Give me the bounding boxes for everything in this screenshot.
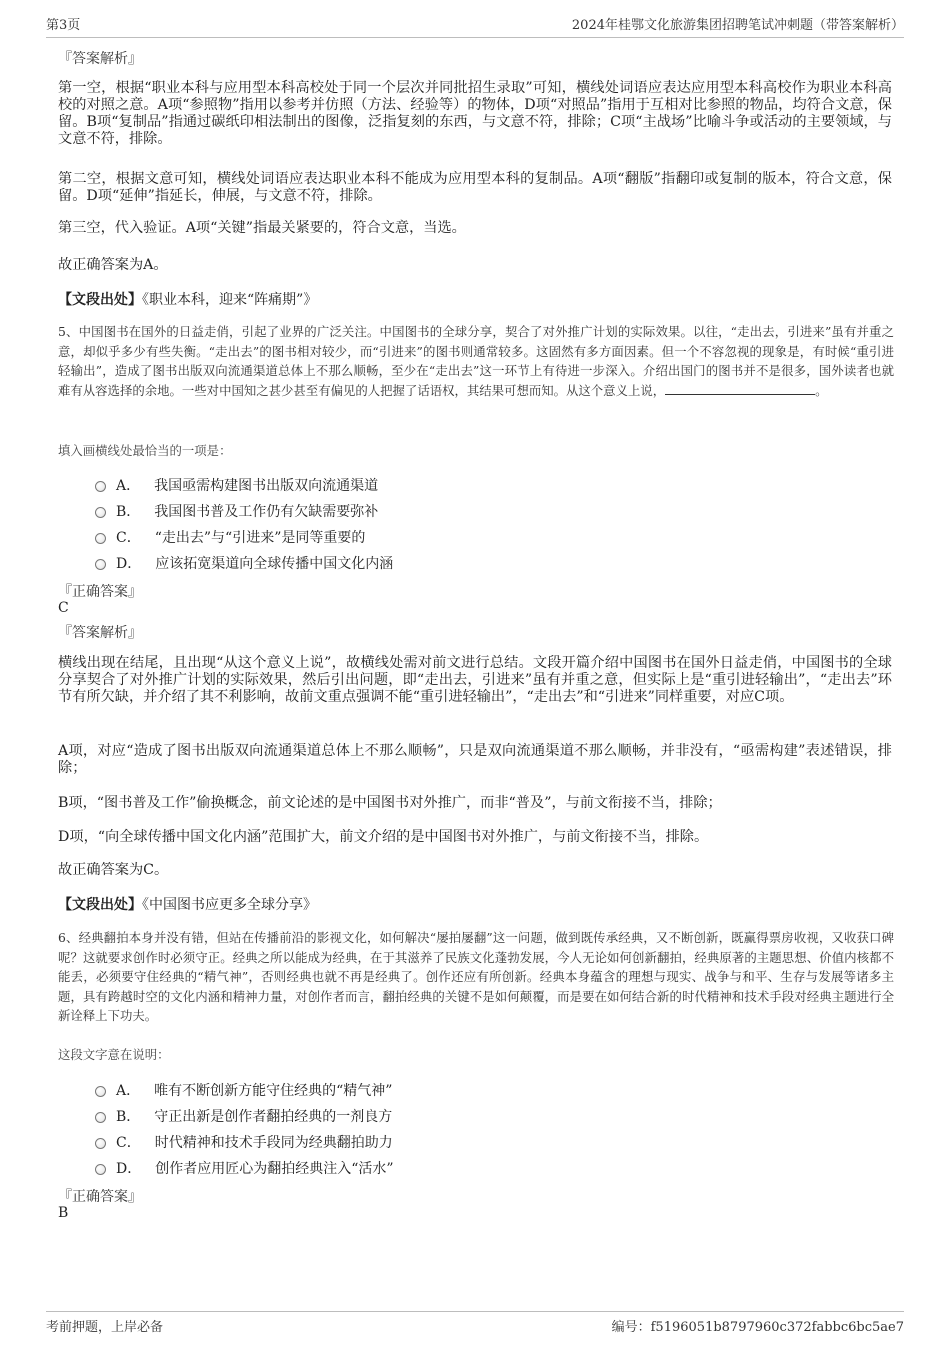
option-letter: B．	[116, 504, 141, 520]
option-letter: C．	[116, 530, 141, 546]
option-text: 守正出新是创作者翻拍经典的一剂良方	[154, 1109, 393, 1125]
option-letter: A．	[116, 1083, 141, 1099]
option-letter: D．	[116, 1161, 142, 1177]
option-d[interactable]	[95, 553, 393, 573]
option-c[interactable]	[95, 527, 365, 547]
option-text: 创作者应用匠心为翻拍经典注入“活水”	[155, 1161, 394, 1177]
radio-icon[interactable]	[95, 1086, 106, 1097]
radio-icon[interactable]	[95, 1164, 106, 1175]
analysis-paragraph-1: 第一空，根据“职业本科与应用型本科高校处于同一个层次并同批招生录取”可知，横线处词语应表达应用型本科高校作为职业本科高校的对照之意。A项“参照物”指用以参考并仿照（方法、经验等）的物体，D项“对照品”指用于互相对比参照的物品，均符合文意，保留。B项“复制品”指通过碳纸印相法制出的图像，泛指复刻的东西，与文意不符，排除；C项“主战场”比喻斗争或活动的主要领域，与文意不符，排除。	[58, 80, 892, 147]
option-letter: A．	[116, 478, 141, 494]
source-title: 《职业本科，迎来“阵痛期”》	[142, 292, 318, 308]
analysis-conclusion: 故正确答案为C。	[58, 862, 169, 878]
option-b[interactable]	[95, 501, 378, 521]
analysis-label: 『答案解析』	[58, 51, 142, 67]
option-text: 我国亟需构建图书出版双向流通渠道	[154, 478, 379, 494]
source-label: 【文段出处】	[58, 292, 142, 308]
option-a[interactable]	[95, 475, 378, 495]
analysis-label: 『答案解析』	[58, 625, 142, 641]
source-label: 【文段出处】	[58, 897, 142, 913]
radio-icon[interactable]	[95, 559, 106, 570]
question-6-text: 6、经典翻拍本身并没有错，但站在传播前沿的影视文化，如何解决“屡拍屡翻”这一问题，做到既传承经典，又不断创新，既赢得票房收视，又收获口碑呢？这就要求创作时必须守正。经典之所以能成为经典，在于其滋养了民族文化蓬勃发展，今人无论如何创新翻拍，经典原著的主题思想、价值内核都不能丢，必须要守住经典的“精气神”，否则经典也就不再是经典了。创作还应有所创新。经典本身蕴含的理想与现实、战争与和平、生存与发展等诸多主题，具有跨越时空的文化内涵和精神力量，对创作者而言，翻拍经典的关键不是如何颠覆，而是要在如何结合新的时代精神和技术手段对经典主题进行全新诠释上下功夫。	[58, 930, 894, 1023]
option-c[interactable]	[95, 1132, 393, 1152]
option-text: 应该拓宽渠道向全球传播中国文化内涵	[155, 556, 394, 572]
page-header	[46, 14, 904, 38]
fill-in-blank	[665, 382, 815, 395]
option-text: 唯有不断创新方能守住经典的“精气神”	[154, 1083, 393, 1099]
analysis-paragraph-4: D项，“向全球传播中国文化内涵”范围扩大，前文介绍的是中国图书对外推广，与前文衔接不当，排除。	[58, 829, 709, 845]
radio-icon[interactable]	[95, 507, 106, 518]
question-5-body: 5、中国图书在国外的日益走俏，引起了业界的广泛关注。中国图书的全球分享，契合了对外推广计划的实际效果。以往，“走出去，引进来”虽有并重之意，却似乎多少有些失衡。“走出去”的图书相对较少，而“引进来”的图书则通常较多。这固然有多方面因素。但一个不容忽视的现象是，有时候“重引进轻输出”，造成了图书出版双向流通渠道总体上不那么顺畅，至少在“走出去”这一环节上有待进一步深入。介绍出国门的图书并不是很多，国外读者也就难有从容选择的余地。一些对中国知之甚少甚至有偏见的人把握了话语权，其结果可想而知。从这个意义上说，	[58, 324, 894, 398]
footer-slogan: 考前押题，上岸必备	[46, 1320, 164, 1335]
option-text: “走出去”与“引进来”是同等重要的	[154, 530, 366, 546]
option-b[interactable]	[95, 1106, 392, 1126]
correct-answer: C	[58, 600, 69, 616]
radio-icon[interactable]	[95, 1138, 106, 1149]
source-title: 《中国图书应更多全球分享》	[142, 897, 317, 913]
analysis-paragraph-1: 横线出现在结尾，且出现“从这个意义上说”，故横线处需对前文进行总结。文段开篇介绍中国图书在国外日益走俏，中国图书的全球分享契合了对外推广计划的实际效果，然后引出问题，即“走出去，引进来”虽有并重之意，但实际上是“重引进轻输出”，“走出去”环节有所欠缺，并介绍了其不利影响，故前文重点强调不能“重引进轻输出”，“走出去”和“引进来”同样重要，对应C项。	[58, 655, 892, 705]
radio-icon[interactable]	[95, 1112, 106, 1123]
option-text: 我国图书普及工作仍有欠缺需要弥补	[154, 504, 379, 520]
source-citation	[58, 894, 317, 914]
option-letter: C．	[116, 1135, 141, 1151]
question-6-prompt: 这段文字意在说明：	[58, 1047, 170, 1062]
option-letter: B．	[116, 1109, 141, 1125]
correct-answer: B	[58, 1205, 69, 1221]
question-5-end: 。	[815, 382, 828, 398]
question-5-prompt: 填入画横线处最恰当的一项是：	[58, 443, 232, 458]
radio-icon[interactable]	[95, 533, 106, 544]
option-d[interactable]	[95, 1158, 394, 1178]
option-letter: D．	[116, 556, 142, 572]
option-a[interactable]	[95, 1080, 392, 1100]
document-id: 编号：f5196051b8797960c372fabbc6bc5ae7	[611, 1320, 904, 1335]
analysis-paragraph-3: B项，“图书普及工作”偷换概念，前文论述的是中国图书对外推广，而非“普及”，与前文衔接不当，排除；	[58, 795, 722, 811]
analysis-conclusion: 故正确答案为A。	[58, 257, 168, 273]
analysis-paragraph-3: 第三空，代入验证。A项“关键”指最关紧要的，符合文意，当选。	[58, 220, 466, 236]
analysis-paragraph-2: 第二空，根据文意可知，横线处词语应表达职业本科不能成为应用型本科的复制品。A项“翻版”指翻印或复制的版本，符合文意，保留。D项“延伸”指延长，伸展，与文意不符，排除。	[58, 171, 892, 204]
page-footer	[46, 1311, 904, 1335]
document-title: 2024年桂鄂文化旅游集团招聘笔试冲刺题（带答案解析）	[571, 18, 904, 33]
question-5-text	[58, 322, 894, 400]
page-number: 第3页	[46, 18, 81, 33]
correct-answer-label: 『正确答案』	[58, 584, 142, 600]
option-text: 时代精神和技术手段同为经典翻拍助力	[154, 1135, 393, 1151]
correct-answer-label: 『正确答案』	[58, 1189, 142, 1205]
source-citation	[58, 289, 317, 309]
analysis-paragraph-2: A项，对应“造成了图书出版双向流通渠道总体上不那么顺畅”，只是双向流通渠道不那么顺畅，并非没有，“亟需构建”表述错误，排除；	[58, 743, 892, 776]
radio-icon[interactable]	[95, 481, 106, 492]
